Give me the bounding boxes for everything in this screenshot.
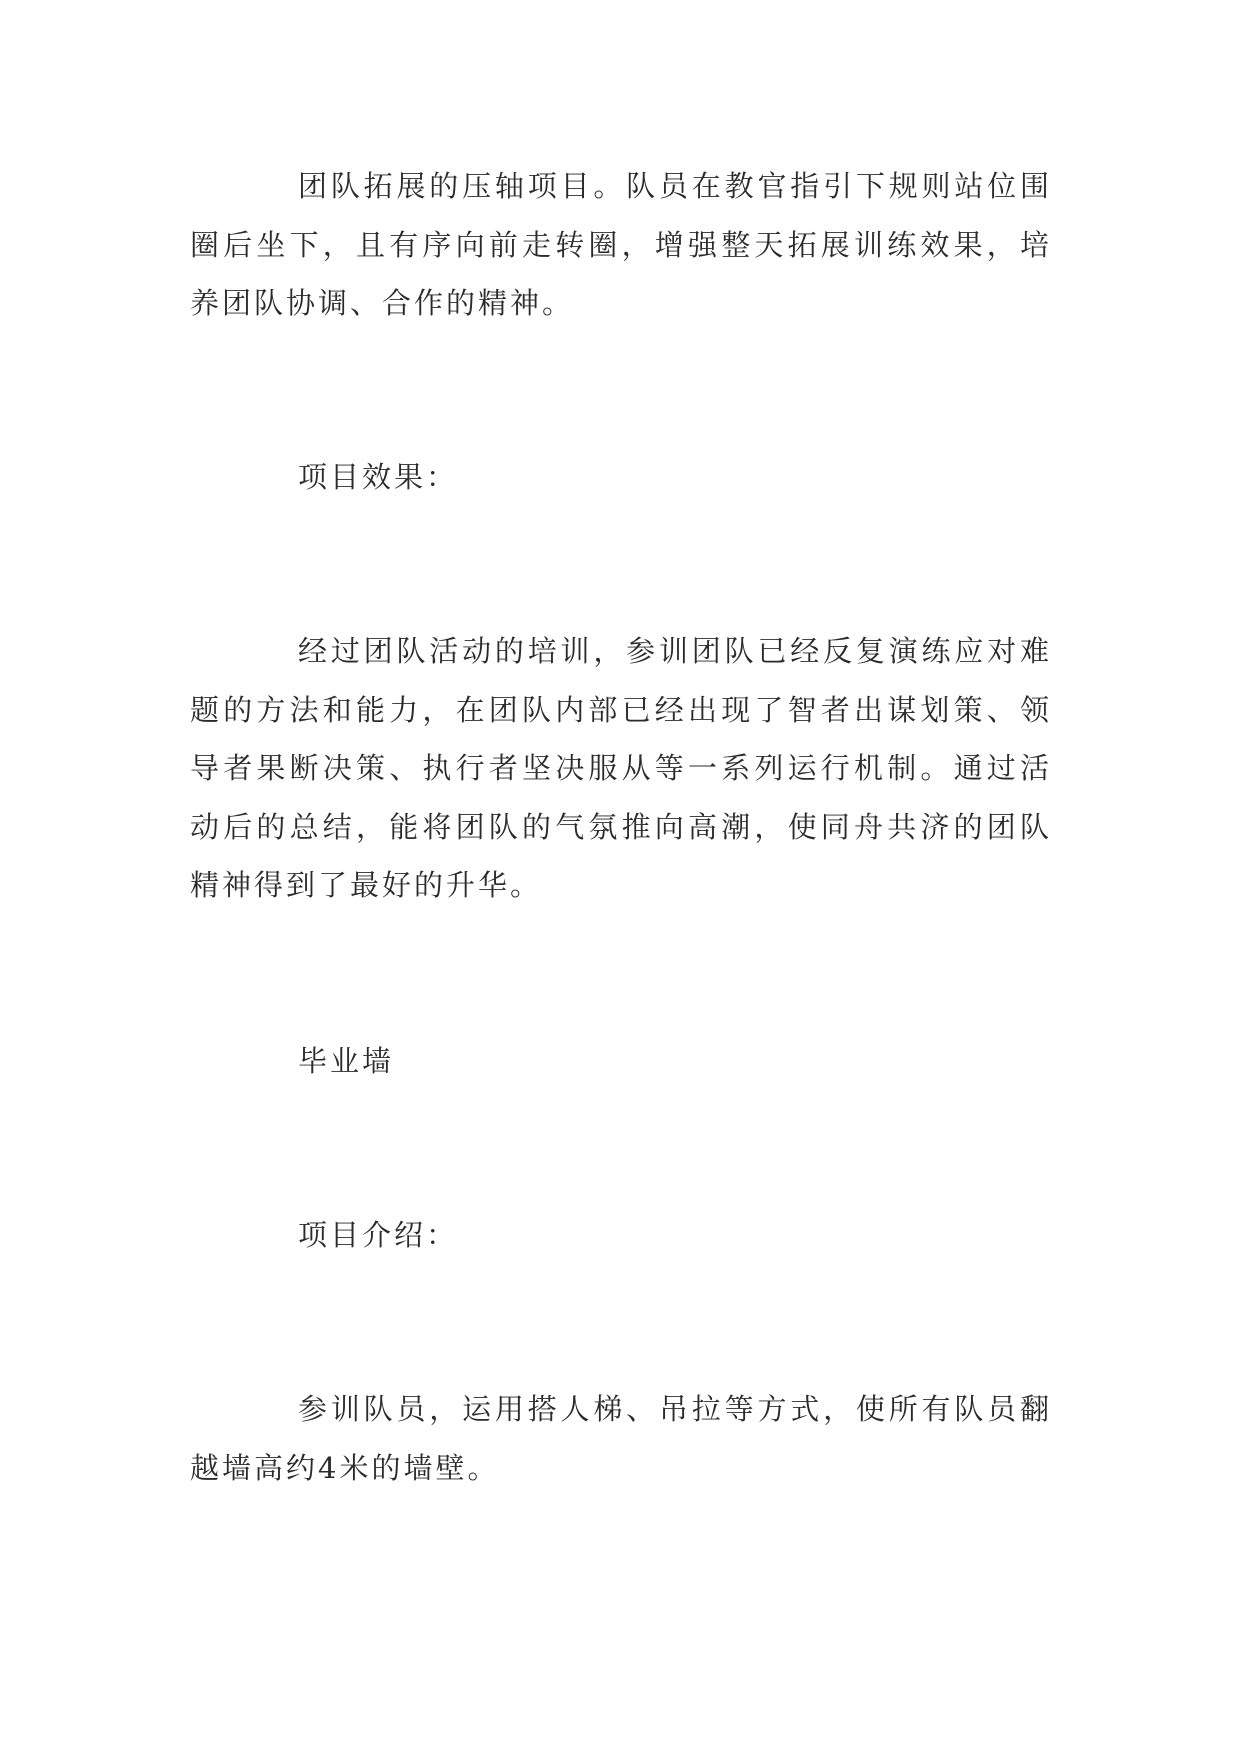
section-heading-graduation-wall: 毕业墙 bbox=[298, 1044, 395, 1078]
section-heading-introduction: 项目介绍： bbox=[298, 1218, 459, 1252]
section-heading-effect: 项目效果： bbox=[298, 460, 459, 494]
body-paragraph-effect: 经过团队活动的培训，参训团队已经反复演练应对难题的方法和能力，在团队内部已经出现了智者出谋划策、领导者果断决策、执行者坚决服从等一系列运行机制。通过活动后的总结，能将团队的气氛推向高潮，使同舟共济的团队精神得到了最好的升华。 bbox=[190, 634, 1052, 902]
body-paragraph-introduction: 参训队员，运用搭人梯、吊拉等方式，使所有队员翻越墙高约4米的墙壁。 bbox=[190, 1392, 1052, 1485]
body-paragraph-intro: 团队拓展的压轴项目。队员在教官指引下规则站位围圈后坐下，且有序向前走转圈，增强整天拓展训练效果，培养团队协调、合作的精神。 bbox=[190, 169, 1052, 320]
